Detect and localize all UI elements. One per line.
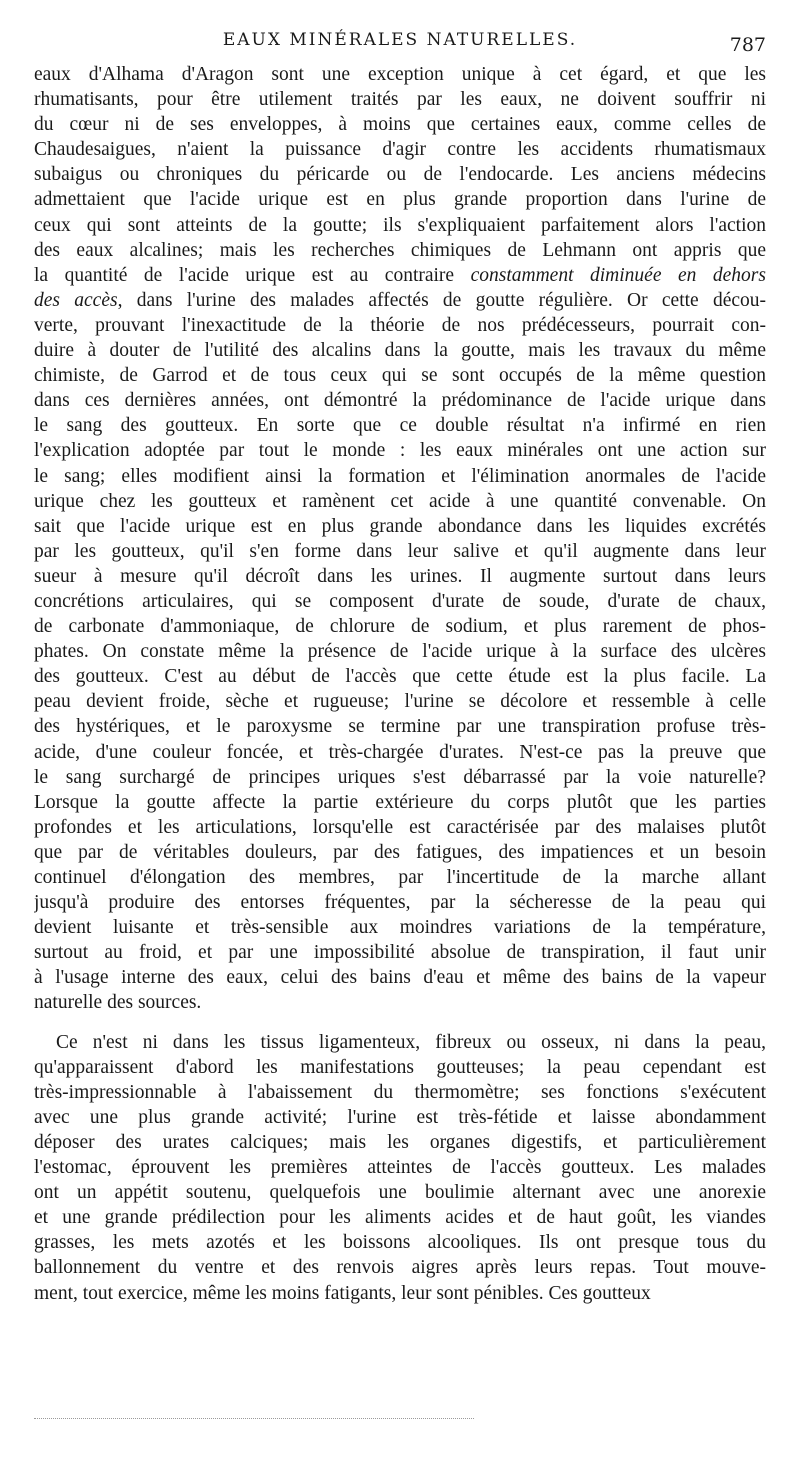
text-line: sueur à mesure qu'il décroît dans les urines. Il augmente surtout dans leurs [34, 565, 766, 587]
text-line: grasses, les mets azotés et les boissons alcooliques. Ils ont presque tous du [34, 1232, 766, 1254]
page-number: 787 [729, 34, 766, 56]
paragraph-gap [34, 1016, 766, 1030]
text-line: de carbonate d'ammoniaque, de chlorure de sodium, et plus rarement de phos- [34, 616, 766, 638]
text-line: admettaient que l'acide urique est en plus grande proportion dans l'urine de [34, 189, 766, 211]
body-text [34, 62, 766, 1306]
text-line: acide, d'une couleur foncée, et très-chargée d'urates. N'est-ce pas la preuve que [34, 741, 766, 763]
text-line: du cœur ni de ses enveloppes, à moins que certaines eaux, comme celles de [34, 114, 766, 136]
text-line: naturelle des sources. [34, 992, 202, 1014]
page-header [34, 30, 766, 60]
running-title: EAUX MINÉRALES NATURELLES. [222, 30, 578, 50]
text-line: dans ces dernières années, ont démontré la prédominance de l'acide urique dans [34, 390, 766, 412]
text-line: le sang des goutteux. En sorte que ce double résultat n'a infirmé en rien [34, 415, 766, 437]
text-line: duire à douter de l'utilité des alcalins dans la goutte, mais les travaux du même [34, 340, 766, 362]
text-line: ont un appétit soutenu, quelquefois une boulimie alternant avec une anorexie [34, 1182, 766, 1204]
paragraph [34, 62, 766, 1016]
text-line: verte, prouvant l'inexactitude de la théorie de nos prédécesseurs, pourrait con- [34, 314, 766, 336]
text-line: peau devient froide, sèche et rugueuse; l'urine se décolore et ressemble à celle [34, 691, 766, 713]
text-line: à l'usage interne des eaux, celui des bains d'eau et même des bains de la vapeur [34, 967, 766, 989]
paragraph [34, 1030, 766, 1306]
text-line: et une grande prédilection pour les aliments acides et de haut goût, les viandes [34, 1207, 766, 1229]
text-line: la quantité de l'acide urique est au contraire constamment diminuée en dehors [34, 264, 766, 286]
text-line: par les goutteux, qu'il s'en forme dans leur salive et qu'il augmente dans leur [34, 540, 766, 562]
text-line: avec une plus grande activité; l'urine est très-fétide et laisse abondamment [34, 1106, 766, 1128]
text-line: rhumatisants, pour être utilement traités par les eaux, ne doivent souffrir ni [34, 89, 766, 111]
text-line: le sang; elles modifient ainsi la formation et l'élimination anormales de l'acide [34, 465, 766, 487]
text-line: des hystériques, et le paroxysme se termine par une transpiration profuse très- [34, 716, 766, 738]
text-line: continuel d'élongation des membres, par l'incertitude de la marche allant [34, 867, 766, 888]
text-line: ceux qui sont atteints de la goutte; ils s'expliquaient parfaitement alors l'action [34, 214, 766, 236]
text-line: l'explication adoptée par tout le monde : les eaux minérales ont une action sur [34, 440, 766, 462]
text-line: jusqu'à produire des entorses fréquentes, par la sécheresse de la peau qui [34, 892, 766, 914]
text-line: des goutteux. C'est au début de l'accès que cette étude est la plus facile. La [34, 666, 766, 688]
text-line: concrétions articulaires, qui se composent d'urate de soude, d'urate de chaux, [34, 590, 766, 612]
text-line: devient luisante et très-sensible aux moindres variations de la température, [34, 917, 766, 939]
text-line: qu'apparaissent d'abord les manifestations goutteuses; la peau cependant est [34, 1056, 766, 1078]
text-line: ballonnement du ventre et des renvois aigres après leurs repas. Tout mouve- [34, 1257, 766, 1279]
text-line: Lorsque la goutte affecte la partie extérieure du corps plutôt que les parties [34, 791, 766, 813]
text-line: profondes et les articulations, lorsqu'elle est caractérisée par des malaises plutôt [34, 816, 766, 838]
text-line: des accès, dans l'urine des malades affectés de goutte régulière. Or cette décou- [34, 289, 766, 311]
text-line: surtout au froid, et par une impossibilité absolue de transpiration, il faut unir [34, 942, 766, 964]
text-line: phates. On constate même la présence de l'acide urique à la surface des ulcères [34, 641, 766, 663]
text-line: sait que l'acide urique est en plus grande abondance dans les liquides excrétés [34, 515, 766, 537]
text-line: ment, tout exercice, même les moins fatigants, leur sont pénibles. Ces goutteux [34, 1282, 651, 1304]
text-line: l'estomac, éprouvent les premières atteintes de l'accès goutteux. Les malades [34, 1157, 766, 1179]
text-line: déposer des urates calciques; mais les organes digestifs, et particulièrement [34, 1131, 766, 1153]
text-line: chimiste, de Garrod et de tous ceux qui se sont occupés de la même question [34, 365, 766, 387]
text-line: des eaux alcalines; mais les recherches chimiques de Lehmann ont appris que [34, 239, 766, 261]
text-line: subaigus ou chroniques du péricarde ou de l'endocarde. Les anciens médecins [34, 164, 766, 186]
text-line: eaux d'Alhama d'Aragon sont une exception unique à cet égard, et que les [34, 64, 766, 85]
text-line: que par de véritables douleurs, par des fatigues, des impatiences et un besoin [34, 841, 766, 863]
text-line: très-impressionnable à l'abaissement du thermomètre; ses fonctions s'exécutent [34, 1081, 766, 1103]
text-line: urique chez les goutteux et ramènent cet acide à une quantité convenable. On [34, 490, 766, 512]
text-line: Chaudesaigues, n'aient la puissance d'agir contre les accidents rhumatismaux [34, 139, 766, 161]
footer-rule [34, 1418, 474, 1421]
text-line: Ce n'est ni dans les tissus ligamenteux, fibreux ou osseux, ni dans la peau, [56, 1031, 766, 1053]
text-line: le sang surchargé de principes uriques s'est débarrassé par la voie naturelle? [34, 766, 766, 788]
